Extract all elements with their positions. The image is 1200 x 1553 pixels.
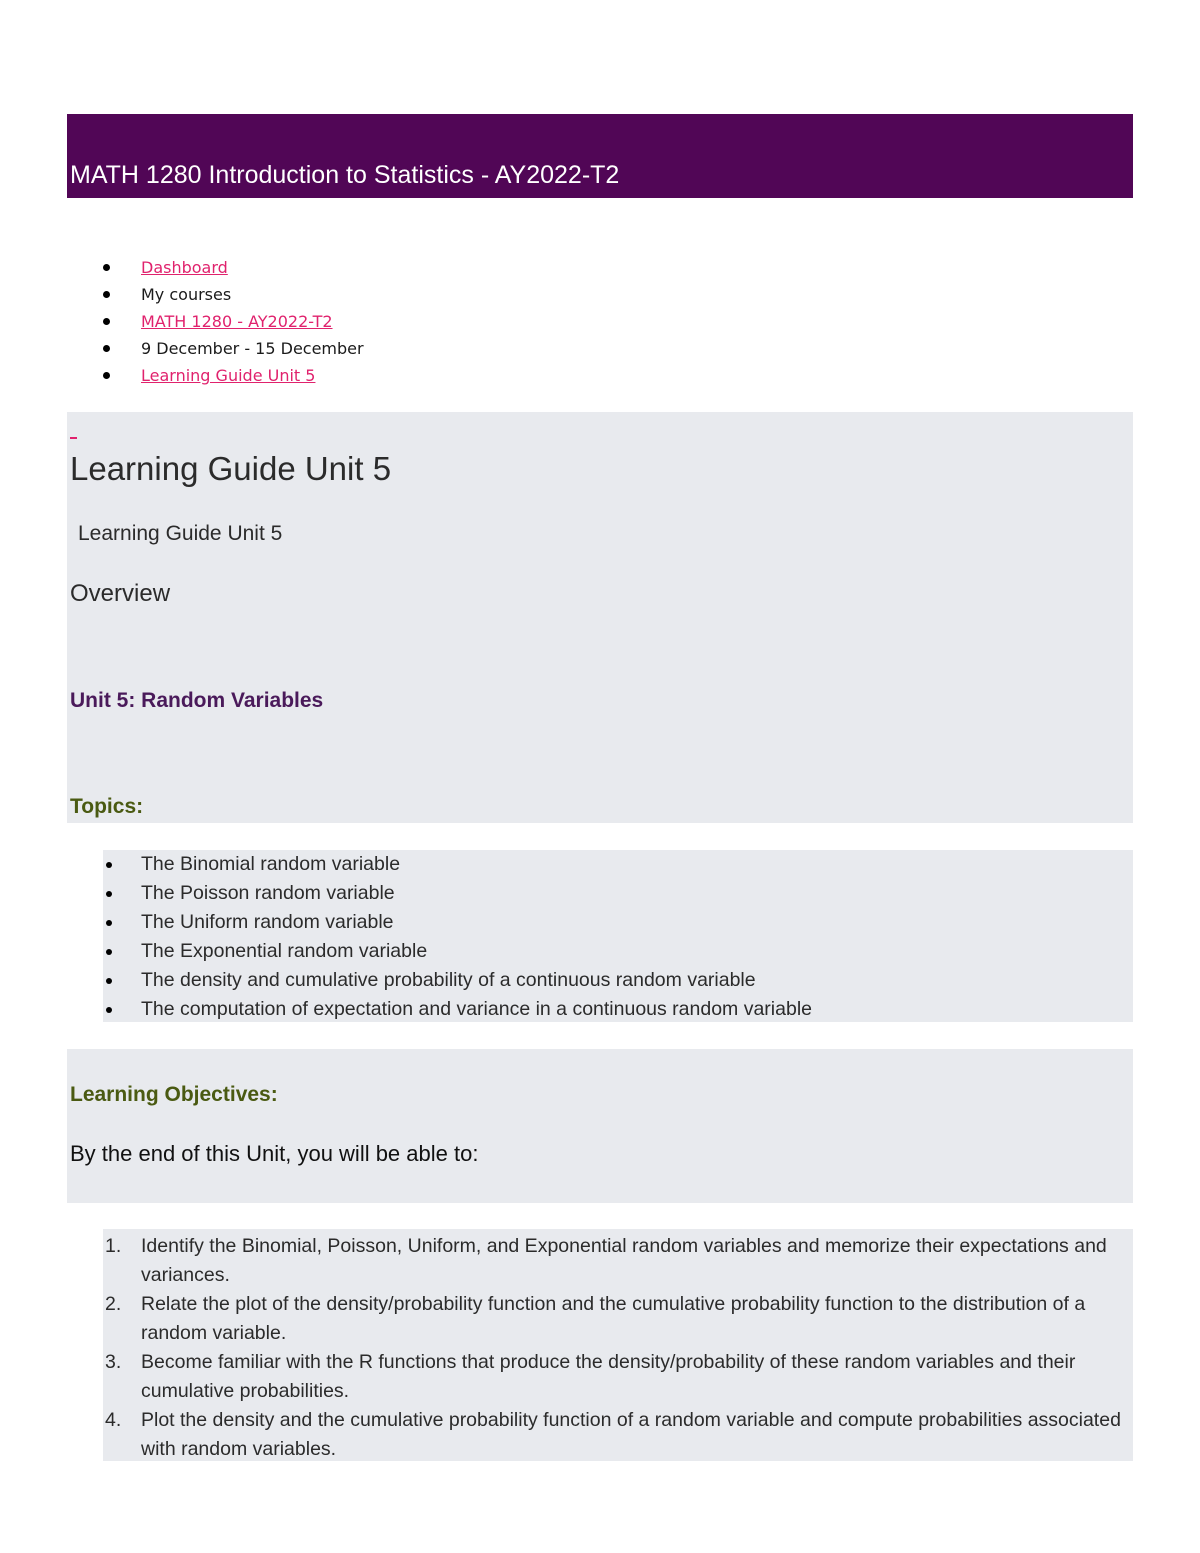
breadcrumb-text-week: 9 December - 15 December bbox=[141, 339, 364, 358]
breadcrumb bbox=[100, 254, 364, 389]
item-number: 2. bbox=[105, 1293, 122, 1315]
breadcrumb-link-course[interactable]: MATH 1280 - AY2022-T2 bbox=[141, 312, 333, 331]
list-item bbox=[103, 995, 812, 1024]
objective-text: Plot the density and the cumulative probability function of a random variable and compute probabilities associated with random variables. bbox=[141, 1409, 1121, 1460]
breadcrumb-link-dashboard[interactable]: Dashboard bbox=[141, 258, 228, 277]
objective-text: Identify the Binomial, Poisson, Uniform, and Exponential random variables and memorize their expectations and variances. bbox=[141, 1235, 1107, 1286]
bullet-icon bbox=[106, 862, 112, 868]
course-title: MATH 1280 Introduction to Statistics - AY2022-T2 bbox=[70, 161, 620, 189]
learning-guide-panel bbox=[67, 412, 1133, 823]
item-number: 4. bbox=[105, 1409, 122, 1431]
learning-objectives-panel bbox=[67, 1049, 1133, 1203]
bullet-icon bbox=[106, 920, 112, 926]
breadcrumb-text-my-courses: My courses bbox=[141, 285, 232, 304]
dash-icon bbox=[70, 437, 77, 439]
breadcrumb-item-course bbox=[100, 308, 364, 335]
breadcrumb-item-week bbox=[100, 335, 364, 362]
bullet-icon bbox=[106, 891, 112, 897]
topic-text: The computation of expectation and variance in a continuous random variable bbox=[141, 998, 812, 1020]
overview-heading: Overview bbox=[70, 580, 171, 607]
unit-heading: Unit 5: Random Variables bbox=[70, 689, 324, 712]
list-item bbox=[103, 908, 812, 937]
learning-objectives-heading: Learning Objectives: bbox=[70, 1083, 278, 1106]
objectives-list bbox=[103, 1232, 1131, 1464]
item-number: 3. bbox=[105, 1351, 122, 1373]
breadcrumb-item-learning-guide bbox=[100, 362, 364, 389]
bullet-icon bbox=[103, 264, 110, 271]
breadcrumb-item-my-courses bbox=[100, 281, 364, 308]
topic-text: The Uniform random variable bbox=[141, 911, 394, 933]
bullet-icon bbox=[106, 978, 112, 984]
list-item bbox=[103, 1290, 1131, 1347]
bullet-icon bbox=[106, 949, 112, 955]
breadcrumb-item-dashboard bbox=[100, 254, 364, 281]
breadcrumb-link-learning-guide[interactable]: Learning Guide Unit 5 bbox=[141, 366, 316, 385]
bullet-icon bbox=[106, 1007, 112, 1013]
topic-text: The density and cumulative probability of a continuous random variable bbox=[141, 969, 756, 991]
page-subtitle: Learning Guide Unit 5 bbox=[78, 522, 283, 545]
list-item bbox=[103, 879, 812, 908]
list-item bbox=[103, 1406, 1131, 1463]
topics-list bbox=[103, 850, 812, 1024]
bullet-icon bbox=[103, 291, 110, 298]
topic-text: The Binomial random variable bbox=[141, 853, 401, 875]
item-number: 1. bbox=[105, 1235, 122, 1257]
learning-objectives-intro: By the end of this Unit, you will be able to: bbox=[70, 1141, 479, 1166]
course-header-banner bbox=[67, 114, 1133, 198]
topic-text: The Poisson random variable bbox=[141, 882, 395, 904]
bullet-icon bbox=[103, 345, 110, 352]
bullet-icon bbox=[103, 318, 110, 325]
objectives-list-panel bbox=[103, 1229, 1133, 1461]
objective-text: Become familiar with the R functions that produce the density/probability of these random variables and their cumulative probabilities. bbox=[141, 1351, 1076, 1402]
list-item bbox=[103, 1348, 1131, 1405]
bullet-icon bbox=[103, 372, 110, 379]
list-item bbox=[103, 966, 812, 995]
topics-panel bbox=[103, 850, 1133, 1022]
list-item bbox=[103, 1232, 1131, 1289]
list-item bbox=[103, 937, 812, 966]
topics-heading: Topics: bbox=[70, 795, 144, 818]
objective-text: Relate the plot of the density/probability function and the cumulative probability function to the distribution of a random variable. bbox=[141, 1293, 1086, 1344]
topic-text: The Exponential random variable bbox=[141, 940, 428, 962]
page-title: Learning Guide Unit 5 bbox=[70, 450, 392, 487]
list-item bbox=[103, 850, 812, 879]
